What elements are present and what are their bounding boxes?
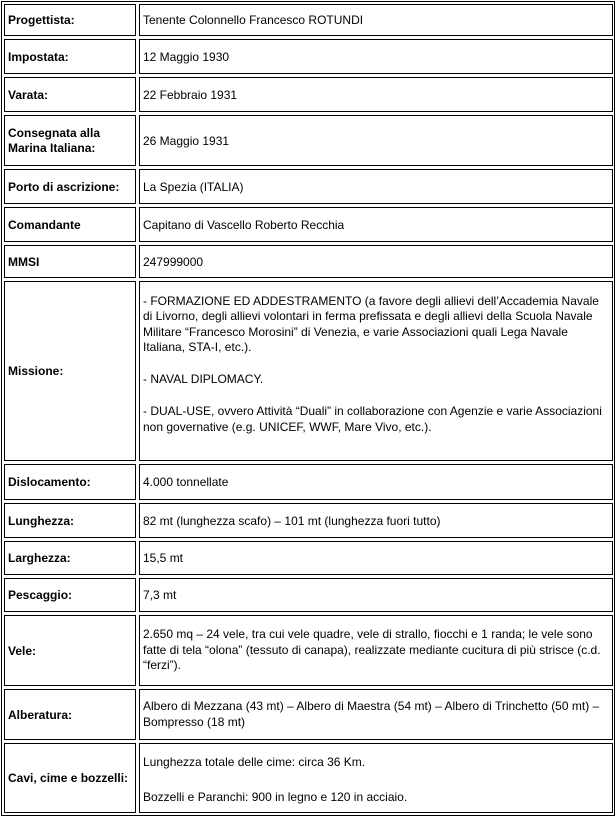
value-launched (139, 77, 613, 112)
value-displacement (139, 464, 613, 500)
mission-item-dual-use: - DUAL-USE, ovvero Attività “Duali” in collaborazione con Agenzie e varie Associazioni non governative (e.g. UNICEF, WWF, Mare Vivo, etc.). (143, 404, 602, 434)
value-mission (139, 281, 613, 461)
value-text: 22 Febbraio 1931 (143, 87, 238, 102)
label-text: Consegnata alla Marina Italiana: (8, 125, 101, 155)
value-text: 2.650 mq – 24 vele, tra cui vele quadre, vele di strallo, fiocchi e 1 randa; le vele sono fatte di tela “olona” (tessuto di canapa), realizzate mediante cucitura di più strisce (c.d. “ferzi”). (143, 627, 601, 673)
label-home-port (4, 169, 136, 204)
label-text: Varata: (8, 87, 49, 102)
label-displacement (4, 464, 136, 500)
value-rigging (139, 743, 613, 813)
value-designer (139, 4, 613, 36)
mission-item-training: - FORMAZIONE ED ADDESTRAMENTO (a favore degli allievi dell’Accademia Navale di Livorno, degli allievi volontari in ferma prefissata e degli allievi della Scuola Navale Militare “Francesco Morosini” di Venezia, e varie Associazioni quali Lega Navale Italiana, STA-I, etc.). (143, 294, 599, 354)
label-keel-laid (4, 39, 136, 74)
value-text: Albero di Mezzana (43 mt) – Albero di Maestra (54 mt) – Albero di Trinchetto (50 mt) – Bompresso (18 mt) (143, 699, 600, 729)
label-rigging (4, 743, 136, 813)
label-text: Lunghezza: (8, 513, 74, 528)
mission-item-naval-diplomacy: - NAVAL DIPLOMACY. (143, 372, 264, 387)
value-commander (139, 207, 613, 242)
label-designer (4, 4, 136, 36)
rigging-rope-length: Lunghezza totale delle cime: circa 36 Km. (143, 755, 366, 769)
value-text: La Spezia (ITALIA) (143, 179, 244, 194)
value-sails (139, 615, 613, 686)
label-text: Impostata: (8, 49, 69, 64)
label-launched (4, 77, 136, 112)
specifications-table (1, 1, 615, 816)
value-text: 247999000 (143, 254, 204, 269)
value-keel-laid (139, 39, 613, 74)
value-length (139, 503, 613, 538)
label-text: Vele: (8, 643, 37, 658)
value-beam (139, 541, 613, 575)
label-length (4, 503, 136, 538)
rigging-blocks: Bozzelli e Paranchi: 900 in legno e 120 in acciaio. (143, 790, 408, 805)
label-sails (4, 615, 136, 686)
value-text: 4.000 tonnellate (143, 475, 229, 489)
value-mmsi (139, 245, 613, 278)
value-text: 7,3 mt (143, 588, 177, 602)
label-text: MMSI (8, 254, 40, 269)
value-text: Tenente Colonnello Francesco ROTUNDI (143, 13, 364, 27)
value-text: 15,5 mt (143, 551, 184, 565)
label-draft (4, 578, 136, 612)
label-commander (4, 207, 136, 242)
label-masts (4, 689, 136, 740)
label-text: Cavi, cime e bozzelli: (8, 771, 129, 785)
label-text: Porto di ascrizione: (8, 179, 120, 194)
value-text: 12 Maggio 1930 (143, 49, 230, 64)
label-beam (4, 541, 136, 575)
label-text: Pescaggio: (8, 588, 73, 602)
label-mmsi (4, 245, 136, 278)
value-delivered (139, 115, 613, 166)
value-masts (139, 689, 613, 740)
label-text: Larghezza: (8, 551, 71, 565)
label-text: Progettista: (8, 13, 75, 27)
label-mission (4, 281, 136, 461)
value-draft (139, 578, 613, 612)
value-text: 82 mt (lunghezza scafo) – 101 mt (lunghezza fuori tutto) (143, 513, 441, 528)
label-delivered (4, 115, 136, 166)
value-text: Capitano di Vascello Roberto Recchia (143, 217, 345, 232)
label-text: Dislocamento: (8, 475, 91, 489)
value-text: 26 Maggio 1931 (143, 133, 230, 148)
label-text: Alberatura: (8, 707, 73, 722)
label-text: Comandante (8, 217, 81, 232)
label-text: Missione: (8, 364, 64, 378)
value-home-port (139, 169, 613, 204)
